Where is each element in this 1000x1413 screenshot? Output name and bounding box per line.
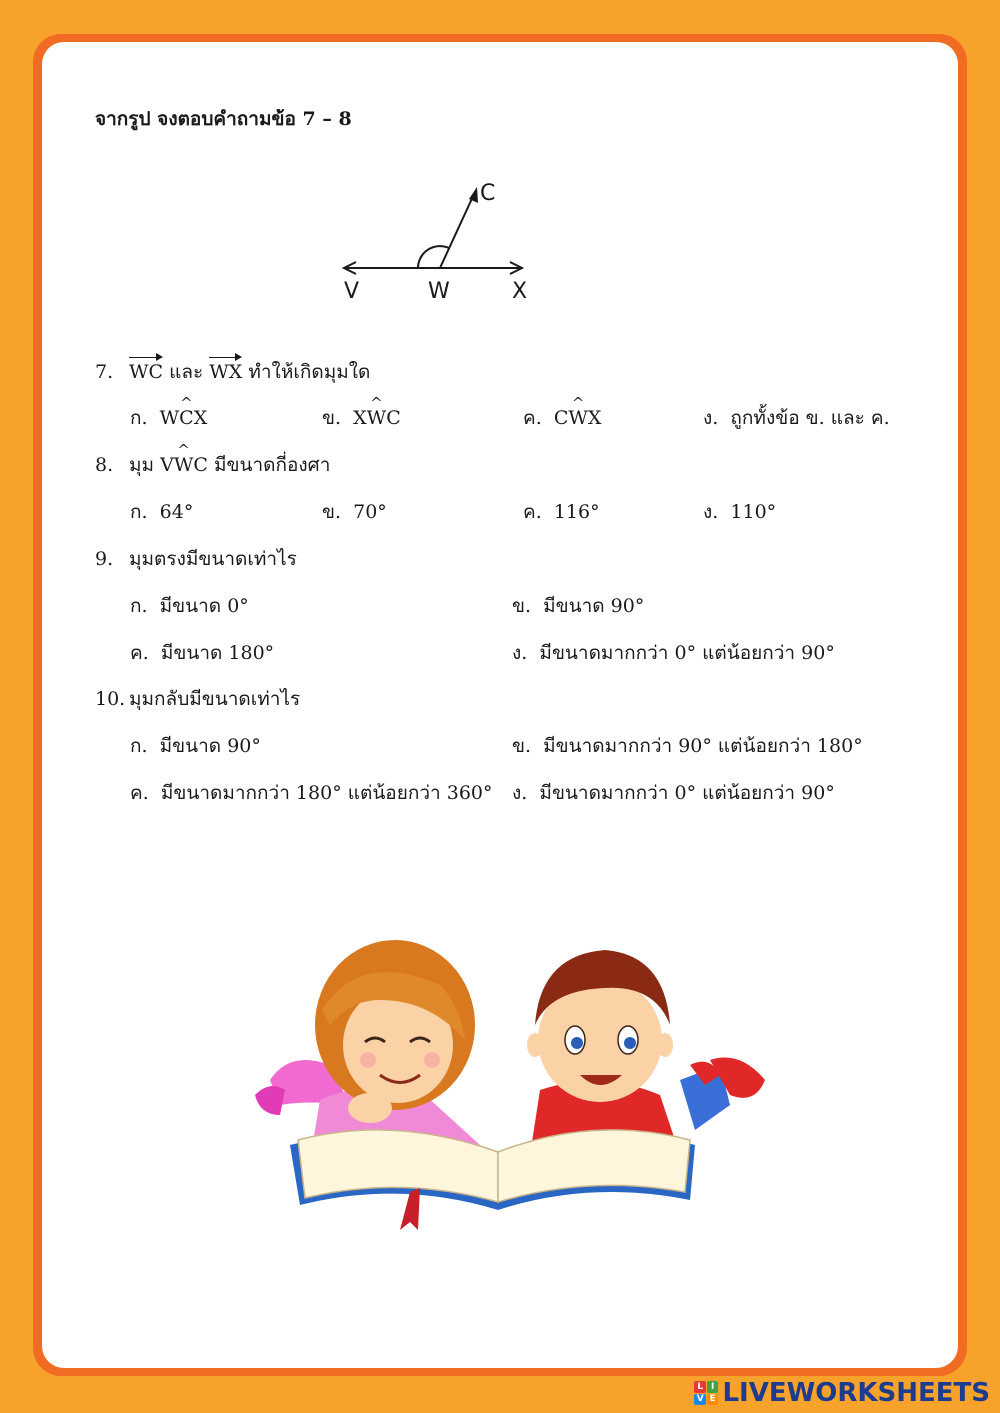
- angle-vertex: ^ W: [173, 441, 194, 476]
- option-prefix: ข.: [512, 595, 532, 617]
- option-prefix: ก.: [130, 595, 148, 617]
- angle-vertex: ^ W: [568, 394, 588, 429]
- option-prefix: ง.: [512, 782, 528, 804]
- option-prefix: ข.: [322, 501, 342, 523]
- question-text: มุม: [129, 454, 161, 476]
- option-prefix: ค.: [523, 407, 542, 429]
- angle-letter: X: [193, 407, 208, 429]
- question-number: 7.: [95, 361, 114, 383]
- angle-letter: C: [386, 407, 401, 429]
- option-9b[interactable]: [512, 591, 644, 621]
- angle-caret: ^: [180, 394, 193, 412]
- angle-letter: C: [193, 454, 208, 476]
- option-text: มีขนาด 180°: [160, 642, 275, 664]
- option-prefix: ก.: [130, 501, 148, 523]
- option-prefix: ค.: [130, 642, 149, 664]
- angle-letter: X: [587, 407, 602, 429]
- angle-caret: ^: [571, 394, 585, 412]
- option-text: มีขนาดมากกว่า 0° แต่น้อยกว่า 90°: [539, 782, 835, 804]
- option-text: มีขนาดมากกว่า 90° แต่น้อยกว่า 180°: [543, 735, 863, 757]
- option-text: มีขนาด 0°: [159, 595, 249, 617]
- option-prefix: ข.: [512, 735, 532, 757]
- brand-letter: V: [694, 1394, 706, 1406]
- option-text: มีขนาดมากกว่า 0° แต่น้อยกว่า 90°: [539, 642, 835, 664]
- option-text: 110°: [730, 501, 777, 523]
- option-8d[interactable]: [703, 497, 776, 527]
- option-prefix: ง.: [512, 642, 528, 664]
- kids-reading-illustration: [250, 930, 770, 1230]
- angle-letter: X: [353, 407, 367, 429]
- option-10c[interactable]: [130, 778, 493, 808]
- option-prefix: ก.: [130, 407, 148, 429]
- option-8c[interactable]: [523, 497, 600, 527]
- angle-letter: C: [553, 407, 569, 429]
- question-10: [95, 684, 300, 714]
- label-x: X: [512, 279, 528, 304]
- instruction-heading: จากรูป จงตอบคำถามข้อ 7 – 8: [95, 108, 352, 130]
- question-text: มุมตรงมีขนาดเท่าไร: [129, 548, 297, 570]
- question-8: [95, 441, 331, 480]
- question-number: 9.: [95, 548, 114, 570]
- angle-vertex: ^ W: [366, 394, 387, 429]
- question-text: มุมกลับมีขนาดเท่าไร: [129, 688, 301, 710]
- label-w: W: [428, 279, 450, 304]
- option-7a[interactable]: [130, 394, 208, 433]
- option-9c[interactable]: [130, 638, 274, 668]
- angle-caret: ^: [370, 394, 383, 412]
- option-prefix: ง.: [703, 501, 719, 523]
- brand-text: LIVEWORKSHEETS: [722, 1378, 990, 1408]
- angle-vertex: ^ C: [179, 394, 194, 429]
- option-prefix: ข.: [322, 407, 342, 429]
- angle-diagram: [330, 170, 550, 310]
- angle-letter: W: [159, 407, 180, 429]
- option-text: มีขนาดมากกว่า 180° แต่น้อยกว่า 360°: [160, 782, 493, 804]
- label-v: V: [344, 279, 360, 304]
- label-c: C: [480, 181, 496, 206]
- ray-wc: WC: [129, 355, 163, 383]
- option-prefix: ง.: [703, 407, 719, 429]
- question-text: และ: [163, 361, 210, 383]
- option-9a[interactable]: [130, 591, 249, 621]
- option-text: 64°: [159, 501, 194, 523]
- option-7d[interactable]: [703, 403, 890, 433]
- question-text: มีขนาดกี่องศา: [207, 454, 331, 476]
- brand-letter: L: [694, 1381, 706, 1393]
- angle-caret: ^: [177, 441, 190, 459]
- option-8b[interactable]: [322, 497, 387, 527]
- option-10d[interactable]: [512, 778, 835, 808]
- question-9: [95, 544, 297, 574]
- option-10a[interactable]: [130, 731, 261, 761]
- option-10b[interactable]: [512, 731, 863, 761]
- ray-wx: WX: [209, 355, 242, 383]
- liveworksheets-logo[interactable]: [694, 1377, 990, 1409]
- option-text: มีขนาด 90°: [159, 735, 261, 757]
- option-text: ถูกทั้งข้อ ข. และ ค.: [730, 407, 890, 429]
- option-prefix: ค.: [130, 782, 149, 804]
- brand-letter: I: [707, 1381, 719, 1393]
- question-text: ทำให้เกิดมุมใด: [242, 361, 371, 383]
- option-7b[interactable]: [322, 394, 401, 433]
- option-prefix: ก.: [130, 735, 148, 757]
- question-number: 8.: [95, 454, 114, 476]
- brand-letter: E: [707, 1394, 719, 1406]
- option-9d[interactable]: [512, 638, 835, 668]
- option-8a[interactable]: [130, 497, 193, 527]
- option-text: 116°: [553, 501, 600, 523]
- option-prefix: ค.: [523, 501, 542, 523]
- angle-letter: V: [160, 454, 174, 476]
- option-7c[interactable]: [523, 394, 602, 433]
- option-text: มีขนาด 90°: [543, 595, 645, 617]
- option-text: 70°: [353, 501, 387, 523]
- brand-icon: [694, 1381, 718, 1405]
- question-7: [95, 355, 370, 387]
- question-number: 10.: [95, 688, 126, 710]
